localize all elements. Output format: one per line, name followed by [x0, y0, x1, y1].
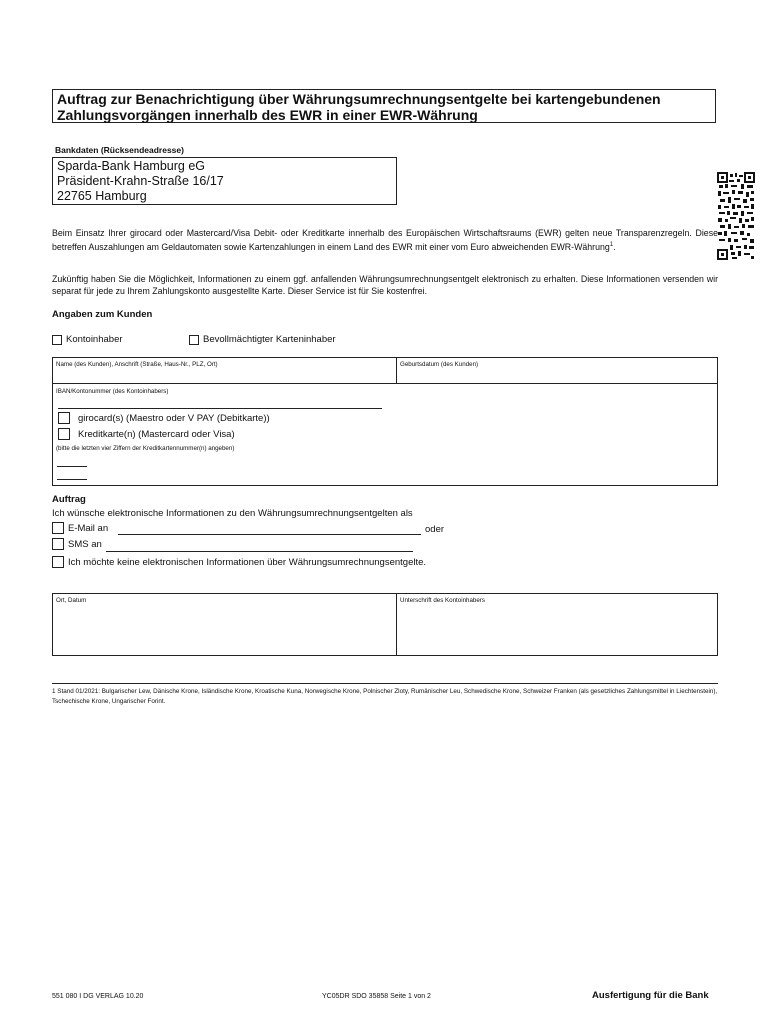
credit-card-checkbox[interactable] [58, 428, 70, 440]
or-label: oder [425, 524, 445, 535]
bank-name: Sparda-Bank Hamburg eG [57, 159, 205, 173]
decline-checkbox[interactable] [52, 556, 64, 568]
option-girocard[interactable] [58, 412, 270, 424]
bank-city: 22765 Hamburg [57, 189, 147, 203]
signature-field[interactable] [400, 607, 712, 652]
sms-field[interactable] [106, 539, 413, 552]
intro-text-1-end: . [613, 241, 616, 252]
name-address-label: Name (des Kunden), Anschrift (Straße, Haus-Nr., PLZ, Ort) [56, 361, 218, 368]
sms-label: SMS an [68, 538, 102, 550]
footer-page-info: YC05DR SDO 35858 Seite 1 von 2 [322, 993, 431, 1000]
email-label: E-Mail an [68, 522, 109, 534]
divider [396, 357, 397, 383]
footnote-divider [52, 683, 718, 684]
email-checkbox[interactable] [52, 522, 64, 534]
card-digits-field-2[interactable] [57, 471, 87, 480]
option-sms[interactable] [52, 538, 102, 550]
birthdate-label: Geburtsdatum (des Kunden) [400, 361, 479, 368]
form-title-line1: Auftrag zur Benachrichtigung über Währungsumrechnungsentgelte bei kartengebundenen [57, 91, 661, 107]
bank-street: Präsident-Krahn-Straße 16/17 [57, 174, 224, 188]
sms-checkbox[interactable] [52, 538, 64, 550]
place-date-label: Ort, Datum [56, 597, 87, 604]
name-address-field[interactable] [58, 369, 392, 381]
iban-field[interactable] [58, 396, 382, 409]
order-heading: Auftrag [52, 494, 86, 505]
option-credit-card[interactable] [58, 428, 235, 440]
footnote-ref: 1 [609, 242, 614, 248]
form-title-line2: Zahlungsvorgängen innerhalb des EWR in einer EWR-Währung [57, 107, 478, 123]
divider [52, 383, 718, 384]
intro-paragraph-2: Zukünftig haben Sie die Möglichkeit, Informationen zu einem ggf. anfallenden Währungsumrechnungsentgelt elektronisch zu erhalten. Diese Informationen versenden wir separat für jede zu Ihrem Zahlungskonto ausgestellte Karte. Dieser Service ist für Sie kostenfrei. [52, 274, 718, 296]
bank-address-box [52, 157, 397, 205]
intro-paragraph-1 [52, 227, 718, 253]
place-date-field[interactable] [56, 607, 392, 652]
bank-label: Bankdaten (Rücksendeadresse) [55, 145, 184, 155]
option-email[interactable] [52, 522, 108, 534]
customer-heading: Angaben zum Kunden [52, 309, 153, 320]
divider [396, 593, 397, 656]
order-intro: Ich wünsche elektronische Informationen zu den Währungsumrechnungsentgelten als [52, 508, 413, 519]
authorized-holder-label: Bevollmächtigter Karteninhaber [203, 334, 336, 345]
form-title [52, 89, 716, 123]
card-digits-field-1[interactable] [57, 458, 87, 467]
email-field[interactable] [118, 522, 421, 535]
account-owner-checkbox[interactable] [52, 335, 62, 345]
account-owner-label: Kontoinhaber [66, 334, 123, 345]
footer-copy-label: Ausfertigung für die Bank [592, 990, 709, 1001]
option-authorized-holder[interactable] [189, 334, 336, 345]
girocard-checkbox[interactable] [58, 412, 70, 424]
girocard-label: girocard(s) (Maestro oder V PAY (Debitkarte)) [78, 412, 270, 424]
authorized-holder-checkbox[interactable] [189, 335, 199, 345]
decline-label: Ich möchte keine elektronischen Informationen über Währungsumrechnungsentgelte. [68, 556, 427, 568]
footnote: 1 Stand 01/2021: Bulgarischer Lew, Dänische Krone, Isländische Krone, Kroatische Kuna, Norwegische Krone, Polnischer Zloty, Rumänischer Leu, Schwedische Krone, Schweizer Franken (als gesetzliches Zahlungsmittel in Liechtenstein), Tschechische Krone, Ungarischer Forint. [52, 688, 718, 705]
iban-label: IBAN/Kontonummer (des Kontoinhabers) [56, 388, 169, 395]
birthdate-field[interactable] [400, 369, 712, 381]
signature-label: Unterschrift des Kontoinhabers [400, 597, 485, 604]
footer-form-number: 551 080 I DG VERLAG 10.20 [52, 993, 144, 1000]
intro-text-1: Beim Einsatz Ihrer girocard oder Mastercard/Visa Debit- oder Kreditkarte innerhalb des Europäischen Wirtschaftsraums (EWR) gelten neue Transparenzregeln. Diese betreffen Auszahlungen am Geldautomaten sowie Kartenzahlungen in einem Land des EWR mit einer vom Euro abweichenden EWR-Währung [52, 228, 718, 252]
credit-card-label: Kreditkarte(n) (Mastercard oder Visa) [78, 428, 235, 440]
qr-code-icon [717, 172, 755, 260]
credit-card-hint: (bitte die letzten vier Ziffern der Kreditkartennummer(n) angeben) [56, 445, 235, 452]
option-decline[interactable] [52, 556, 426, 568]
option-account-owner[interactable] [52, 334, 123, 345]
